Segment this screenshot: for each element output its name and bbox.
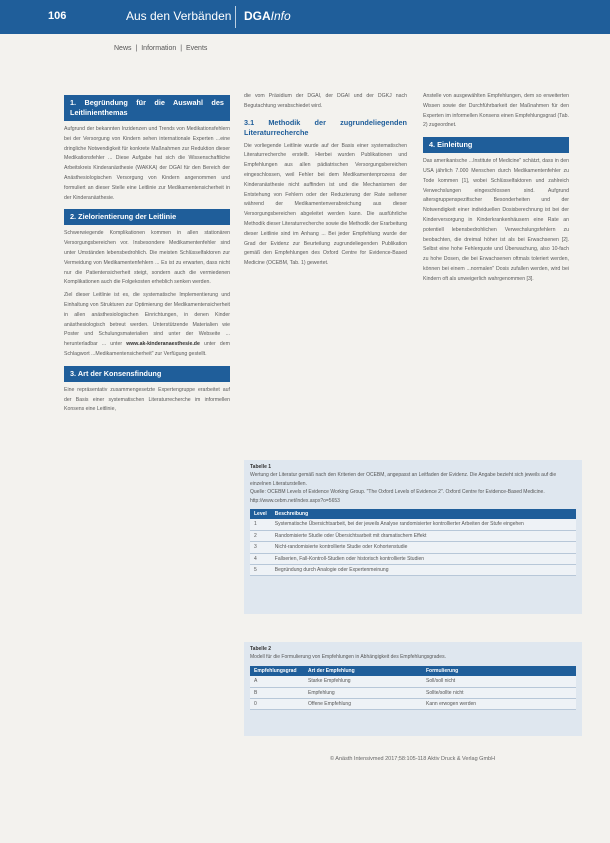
table-row: [250, 699, 576, 710]
table-cell: 2: [250, 530, 271, 541]
subnav-events[interactable]: Events: [185, 45, 208, 52]
paragraph: Schwerwiegende Komplikationen kommen in allen stationären Versorgungsbereichen vor. Insbesondere Medikamentenfehler sind unter Umständen lebensbedrohlich. Die meisten Schlüsselfaktoren zur Vermeidung von Medikamentenfehlern ... Es ist zu erwarten, dass nicht nur die Patientensicherheit steigt, sondern auch die vermiedenen Komplikationen auch die Folgekosten erheblich senken werden.: [64, 230, 230, 286]
table-cell: Offene Empfehlung: [304, 699, 422, 710]
table-cell: Nicht-randomisierte kontrollierte Studie oder Kohortenstudie: [271, 542, 576, 553]
column-1: [64, 95, 230, 418]
table-row: [250, 676, 576, 687]
recommendation-table: [250, 666, 576, 711]
paragraph: Anstelle von ausgewählten Empfehlungen, dem so erweiterten Wissen sowie der Durchführbarkeit der Maßnahmen für den Experten im informellen Konsens einen Empfehlungsgrad (Tab. 2) zugeordnet.: [423, 93, 569, 129]
heading-begruendung: 1. Begründung für die Auswahl des Leitlinienthemas: [64, 95, 230, 121]
page-number: 106: [48, 10, 67, 22]
table-row: [250, 553, 576, 564]
table-cell: Starke Empfehlung: [304, 676, 422, 687]
table-header-row: [250, 509, 576, 519]
table-2-caption: [250, 645, 576, 662]
column-header: Beschreibung: [271, 509, 576, 519]
evidence-table: [250, 509, 576, 576]
table-cell: Begründung durch Analogie oder Expertenmeinung: [271, 565, 576, 576]
table-2-label: Tabelle 2: [250, 646, 272, 652]
header-divider: [235, 6, 236, 28]
column-header: Level: [250, 509, 271, 519]
table-row: [250, 687, 576, 698]
table-row: [250, 519, 576, 530]
table-header-row: [250, 666, 576, 676]
heading-methodik: 3.1 Methodik der zugrundeliegenden Literaturrecherche: [244, 117, 407, 137]
brand-title: [244, 9, 291, 23]
column-2: [244, 92, 407, 272]
table-2-box: [244, 642, 582, 736]
table-1-caption-text: Wertung der Literatur gemäß nach den Kriterien der OCEBM, angepasst an Leitfaden der Evidenz. Die Angabe bezieht sich jeweils auf die einzelnen Literaturstellen.: [250, 472, 557, 487]
table-1-box: [244, 460, 582, 614]
paragraph: Aufgrund der bekannten Inzidenzen und Trends von Medikationsfehlern bei der Versorgung von Kindern sehen internationale Experten ...eine dringliche Notwendigkeit für konkrete Maßnahmen zur Reduktion dieser Medikationsfehler ... Diese Aufgabe hat sich die Wissenschaftliche Arbeitskreis Kinderanästhesie (WAKKA) der DGAI für den Bereich der Anästhesiologischen Versorgung von Kindern angenommen und formuliert an dieser Stelle eine Leitlinie zur Medikamentensicherheit in der Kinderanästhesie.: [64, 126, 230, 201]
column-header: Empfehlungsgrad: [250, 666, 304, 676]
column-3: [423, 92, 569, 288]
table-cell: Soll/soll nicht: [422, 676, 576, 687]
table-cell: 4: [250, 553, 271, 564]
paragraph: Die vorliegende Leitlinie wurde auf der Basis einer systematischen Literaturrecherche erstellt. Hierbei wurden Publikationen und Empfehlungen aus allen pädiatrischen Versorgungsbereichen eingeschlossen, weil Fehler bei dem Medikamentenprozess der Kinderanästhesie nicht auffinden ist und die Mechanismen der Entstehung von Fehlern oder der Reduzierung der Rate seltener während der Medikamentenverabreichung aus dieser Versorgungsbereichen abgeleitet werden kann. Die ausführliche Methodik dieser Literaturrecherche sowie die Methodik der Erarbeitung dieser Leitlinie sind im Anhang ... Bei jeder Empfehlung wurde der Grad der Evidenz zur Beurteilung zugrundeliegenden Publikation gemäß den Empfehlungen des Oxford Centre for Evidence-Based Medicine (OCEBM, Tab. 1) gewertet.: [244, 142, 407, 267]
heading-konsensfindung: 3. Art der Konsensfindung: [64, 366, 230, 382]
table-2-caption-text: Modell für die Formulierung von Empfehlungen in Abhängigkeit des Empfehlungsgrades.: [250, 654, 446, 661]
table-cell: A: [250, 676, 304, 687]
table-cell: 1: [250, 519, 271, 530]
table-1-source: Quelle: OCEBM Levels of Evidence Working Group. "The Oxford Levels of Evidence 2". Oxford Centre for Evidence-Based Medicine. http://www.cebm.net/index.aspx?o=5653: [250, 489, 545, 504]
paragraph: [64, 291, 230, 360]
table-row: [250, 565, 576, 576]
table-1-caption: [250, 463, 576, 505]
table-cell: Sollte/sollte nicht: [422, 687, 576, 698]
paragraph-text: Ziel dieser Leitlinie ist es, die systematische Implementierung und Einhaltung von Strukturen zur Optimierung der Medikamentensicherheit in allen anästhesiologischen Einrichtungen, in denen Kinder anästhesiologisch betreut werden. Unterstützende Materialien wie Poster und Schulungsmaterialien sind unter der Webseite ... herunterladbar ... unter: [64, 292, 230, 348]
page-header: [0, 0, 610, 34]
paragraph-text: unter dem Schlagwort ...Medikamentensicherheit" zur Verfügung gestellt.: [64, 341, 230, 357]
paragraph: die vom Präsidium der DGAI, der DGAI und der DGKJ nach Begutachtung verabschiedet wird.: [244, 93, 407, 109]
column-header: Art der Empfehlung: [304, 666, 422, 676]
heading-zielorientierung: 2. Zielorientierung der Leitlinie: [64, 209, 230, 225]
subnav-information[interactable]: Information: [141, 45, 177, 52]
website-link[interactable]: www.ak-kinderanaesthesie.de: [126, 341, 200, 348]
table-cell: Fallserien, Fall-Kontroll-Studien oder historisch kontrollierte Studien: [271, 553, 576, 564]
table-cell: Systematische Übersichtsarbeit, bei der jeweils Analyse randomisierter kontrollierter Arbeiten der Stufe eingehen: [271, 519, 576, 530]
table-row: [250, 530, 576, 541]
table-1-label: Tabelle 1: [250, 464, 272, 470]
table-cell: Empfehlung: [304, 687, 422, 698]
brand-bold: DGA: [244, 9, 271, 23]
paragraph: Das amerikanische ...Institute of Medicine" schätzt, dass in den USA jährlich 7.000 Menschen durch Medikamentenfehler zu Tode kommen [1], wobei Schlüsselfaktoren und zahlreich Verwechslungen eingeschlossen sind. Aufgrund altersgruppenspezifischer Besonderheiten und der Notwendigkeit einer individuellen Dosisberechnung ist bei der Kinderversorgung in Kinderkrankenhäusern eine Rate an potentiell lebensbedrohlichen Verwechslungsfehlern zu beobachten, die dreimal höher ist als bei Erwachsenen [2]. Selbst eine hohe Fehlerquote und Überwachung, also 10-fach zu hohe Dosen, die bei Erwachsenen oftmals toleriert werden, können bei einem ...normalen" Dosis zufallen werden, wird bei Kindern oft als unweigerlich wahrgenommen [3].: [423, 158, 569, 282]
table-row: [250, 542, 576, 553]
heading-einleitung: 4. Einleitung: [423, 137, 569, 153]
paragraph: Eine repräsentativ zusammengesetzte Expertengruppe erarbeitet auf der Basis einer systematischen Literaturrecherche im informellen Konsens eine Leitlinie,: [64, 386, 230, 413]
table-cell: 3: [250, 542, 271, 553]
column-header: Formulierung: [422, 666, 576, 676]
subnav-news[interactable]: News: [114, 45, 132, 52]
table-cell: Randomisierte Studie oder Übersichtsarbeit mit dramatischem Effekt: [271, 530, 576, 541]
table-cell: Kann erwogen werden: [422, 699, 576, 710]
table-cell: 0: [250, 699, 304, 710]
table-cell: 5: [250, 565, 271, 576]
section-title: Aus den Verbänden: [126, 9, 232, 23]
brand-italic: Info: [270, 9, 291, 23]
table-cell: B: [250, 687, 304, 698]
sub-navigation: News | Information | Events: [114, 45, 208, 52]
page-footer: © Anästh Intensivmed 2017;58:105-118 Aktiv Druck & Verlag GmbH: [330, 756, 496, 762]
